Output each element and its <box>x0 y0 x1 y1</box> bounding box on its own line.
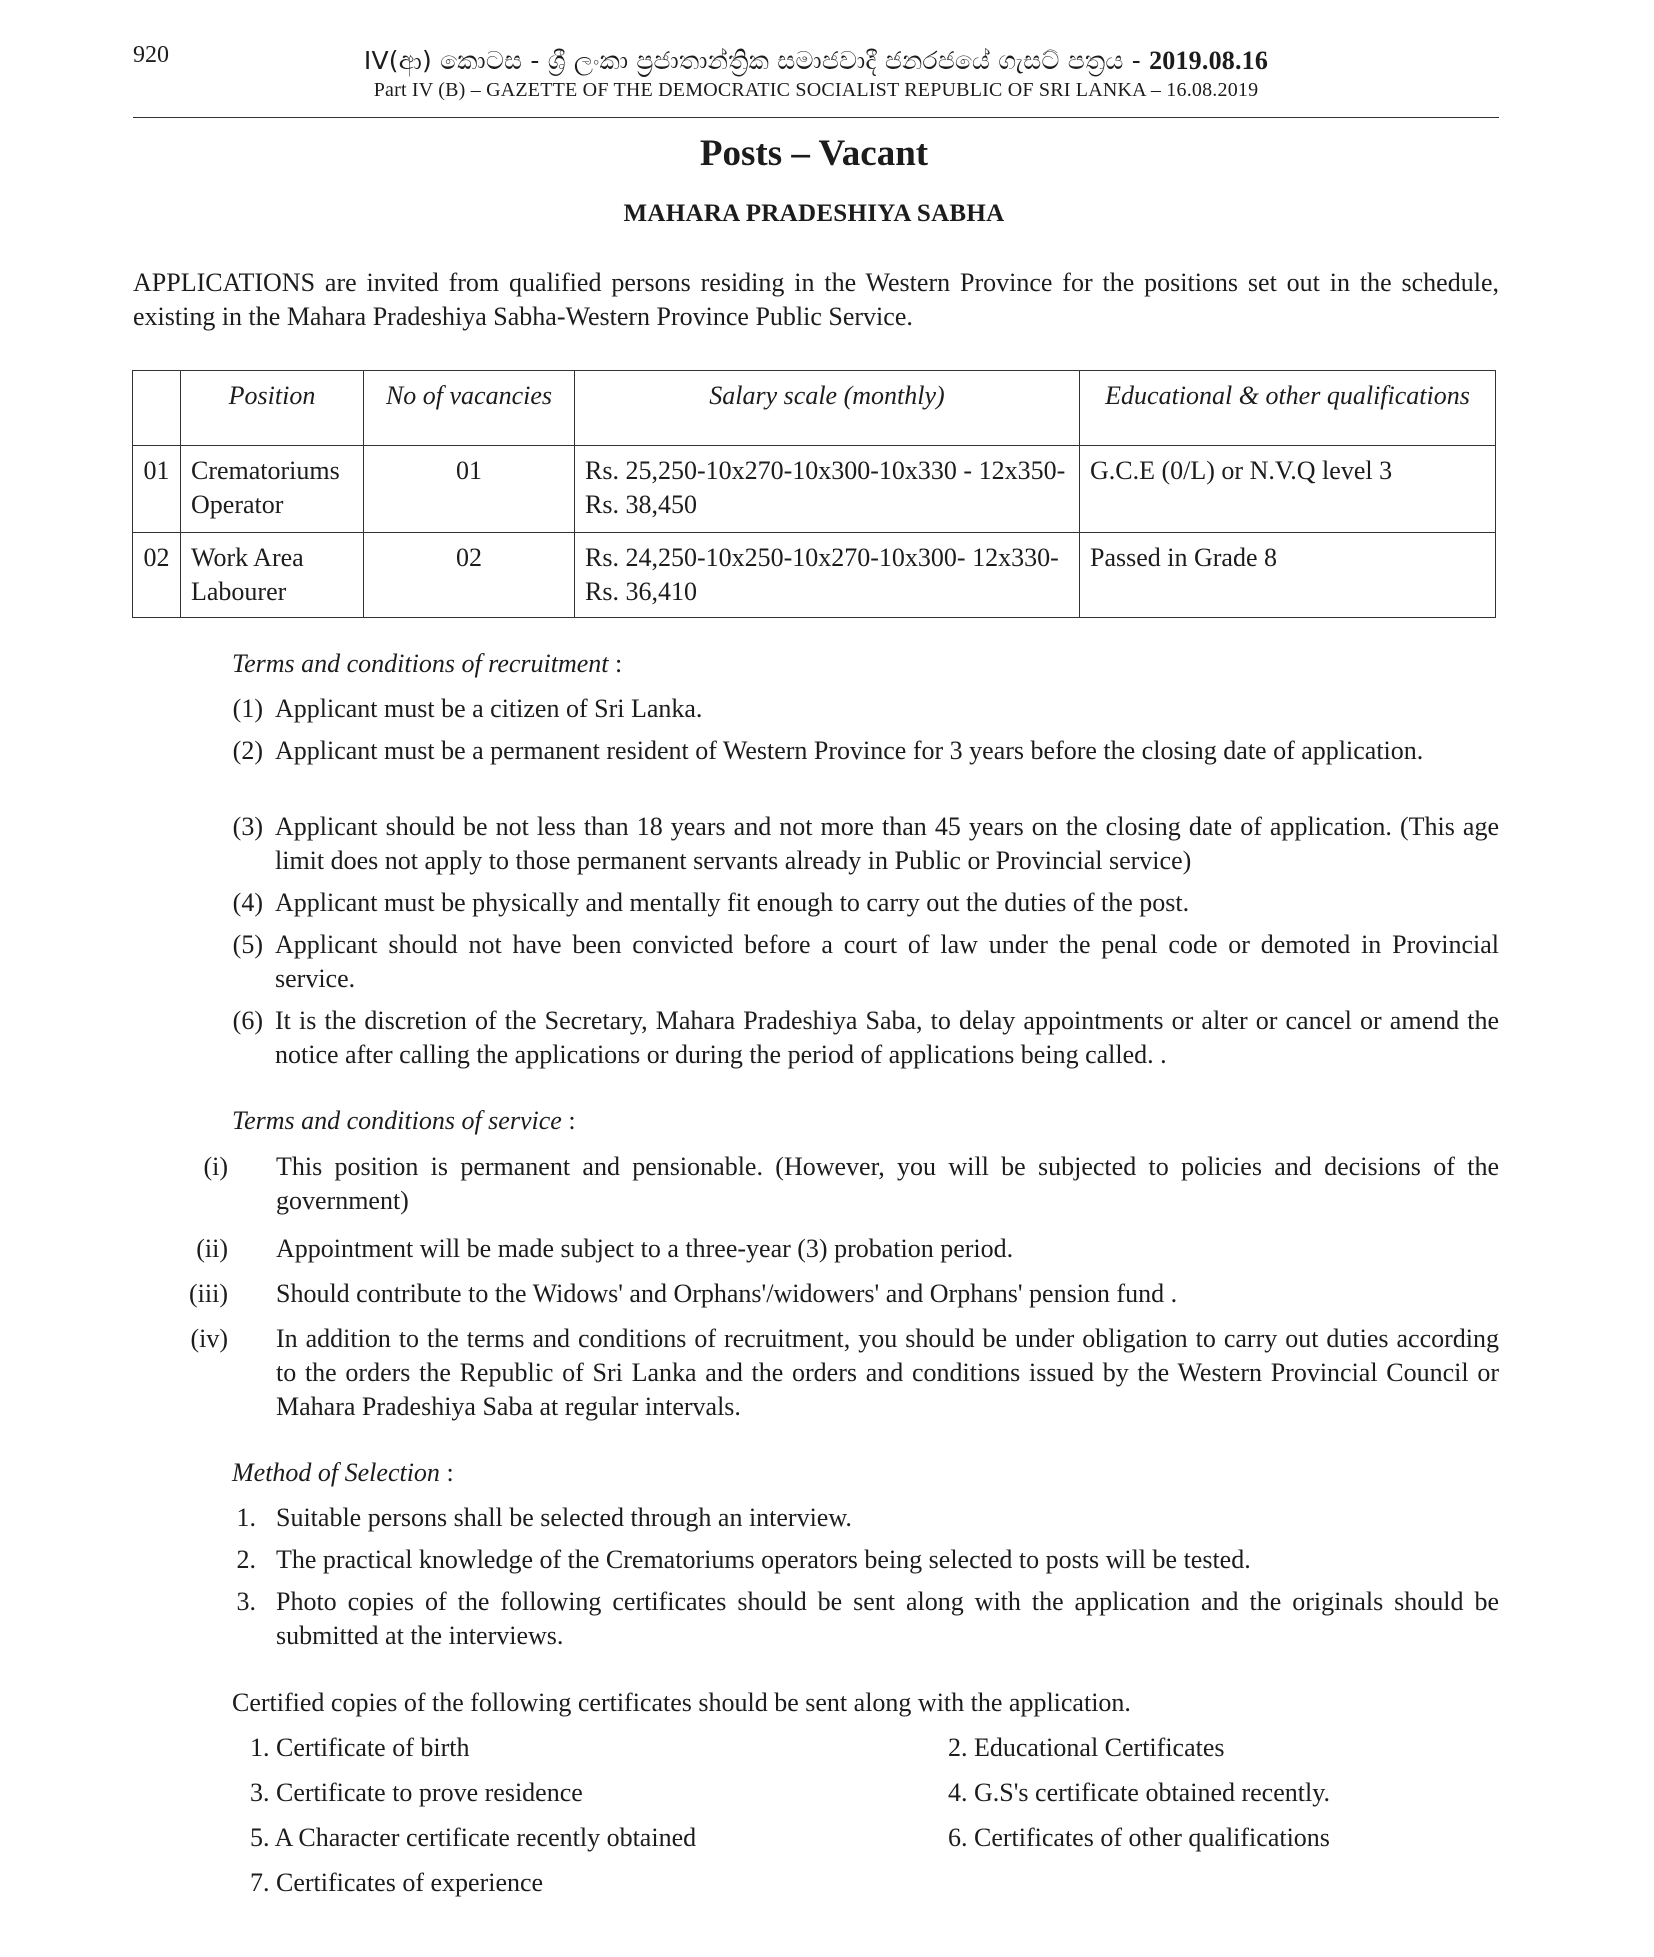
item-number: (iii) <box>189 1279 228 1308</box>
certificate-item: 2. Educational Certificates <box>948 1733 1225 1762</box>
item-number: (6) <box>232 1006 263 1035</box>
header-rule <box>133 117 1499 118</box>
list-item <box>232 692 1499 726</box>
item-text: Applicant should not have been convicted before a court of law under the penal code or demoted in Provincial service. <box>275 930 1499 993</box>
list-item <box>190 1322 1499 1424</box>
item-text: Suitable persons shall be selected through an interview. <box>276 1503 852 1532</box>
header-sinhala <box>133 46 1499 76</box>
item-text: Applicant must be physically and mentally fit enough to carry out the duties of the post. <box>275 888 1190 917</box>
page-number: 920 <box>133 42 169 68</box>
table-cell: Rs. 25,250-10x270-10x300-10x330 - 12x350- Rs. 38,450 <box>575 446 1080 533</box>
certificates-intro: Certified copies of the following certificates should be sent along with the application. <box>232 1688 1131 1717</box>
list-item <box>232 734 1499 768</box>
list-item <box>236 1585 1499 1653</box>
table-header-cell: Salary scale (monthly) <box>575 371 1080 446</box>
certificate-item: 5. A Character certificate recently obtained <box>250 1823 697 1852</box>
item-number: (3) <box>232 812 263 841</box>
table-cell: G.C.E (0/L) or N.V.Q level 3 <box>1080 446 1496 533</box>
item-text: Applicant must be a citizen of Sri Lanka. <box>275 694 703 723</box>
table-cell: 01 <box>133 446 181 533</box>
list-item <box>232 886 1499 920</box>
item-number: 3. <box>236 1587 256 1616</box>
item-text: Applicant must be a permanent resident of Western Province for 3 years before the closing date of application. <box>275 736 1424 765</box>
table-cell: Rs. 24,250-10x250-10x270-10x300- 12x330- Rs. 36,410 <box>575 533 1080 618</box>
heading-colon: : <box>561 1106 576 1135</box>
selection-heading-text: Method of Selection <box>232 1458 440 1487</box>
header-english: Part IV (B) – GAZETTE OF THE DEMOCRATIC SOCIALIST REPUBLIC OF SRI LANKA – 16.08.2019 <box>373 79 1259 101</box>
item-number: (i) <box>203 1152 228 1181</box>
item-text: In addition to the terms and conditions of recruitment, you should be under obligation to carry out duties according to the orders the Republic of Sri Lanka and the orders and conditions issued by the Western Provincial Council or Mahara Pradeshiya Saba at regular intervals. <box>276 1324 1499 1421</box>
table-cell: 02 <box>364 533 575 618</box>
intro-paragraph: APPLICATIONS are invited from qualified persons residing in the Western Province for the positions set out in the schedule, existing in the Mahara Pradeshiya Sabha-Western Province Public Service. <box>133 268 1499 331</box>
item-text: Photo copies of the following certificates should be sent along with the application and the originals should be submitted at the interviews. <box>276 1587 1499 1650</box>
heading-colon: : <box>608 649 623 678</box>
list-item <box>236 1501 1499 1535</box>
item-number: (2) <box>232 736 263 765</box>
list-item <box>236 1543 1499 1577</box>
table-cell: Crematoriums Operator <box>181 446 364 533</box>
header-sinhala-date: 2019.08.16 <box>1149 46 1269 75</box>
item-number: 2. <box>236 1545 256 1574</box>
item-text: Appointment will be made subject to a three-year (3) probation period. <box>276 1234 1014 1263</box>
selection-heading <box>232 1458 454 1488</box>
service-heading <box>232 1106 576 1136</box>
certificate-item: 3. Certificate to prove residence <box>250 1778 583 1807</box>
table-header-cell: Position <box>181 371 364 446</box>
list-item <box>203 1150 1499 1218</box>
table-cell: Work Area Labourer <box>181 533 364 618</box>
table-cell: 02 <box>133 533 181 618</box>
item-text: Should contribute to the Widows' and Orphans'/widowers' and Orphans' pension fund . <box>276 1279 1178 1308</box>
list-item <box>232 1004 1499 1072</box>
item-number: 1. <box>236 1503 256 1532</box>
list-item <box>189 1277 1499 1311</box>
table-header-cell: Educational & other qualifications <box>1080 371 1496 446</box>
item-number: (ii) <box>196 1234 228 1263</box>
item-number: (iv) <box>190 1324 228 1353</box>
list-item <box>232 928 1499 996</box>
list-item <box>196 1232 1499 1266</box>
item-text: Applicant should be not less than 18 years and not more than 45 years on the closing date of application. (This age limit does not apply to those permanent servants already in Public or Provincial service) <box>275 812 1499 875</box>
vacancy-table <box>132 370 1496 618</box>
item-number: (1) <box>232 694 263 723</box>
page-subtitle: MAHARA PRADESHIYA SABHA <box>623 200 1005 227</box>
table-header-cell <box>133 371 181 446</box>
table-cell: Passed in Grade 8 <box>1080 533 1496 618</box>
item-number: (4) <box>232 888 263 917</box>
recruitment-heading <box>232 649 622 679</box>
table-header-cell: No of vacancies <box>364 371 575 446</box>
list-item <box>232 810 1499 878</box>
table-row <box>133 533 1496 618</box>
certificate-item: 4. G.S's certificate obtained recently. <box>948 1778 1331 1807</box>
service-heading-text: Terms and conditions of service <box>232 1106 562 1135</box>
table-row <box>133 446 1496 533</box>
item-text: This position is permanent and pensionable. (However, you will be subjected to policies and decisions of the government) <box>276 1152 1499 1215</box>
certificate-item: 7. Certificates of experience <box>250 1868 544 1897</box>
header-sinhala-text: IV(ආ) කොටස - ශ්‍රී ලංකා ප්‍රජාතාන්ත්‍රික සමාජවාදී ජනරජයේ ගැසට් පත්‍රය - <box>363 46 1150 75</box>
table-cell: 01 <box>364 446 575 533</box>
certificate-item: 1. Certificate of birth <box>250 1733 470 1762</box>
table-header-row <box>133 371 1496 446</box>
item-text: It is the discretion of the Secretary, Mahara Pradeshiya Saba, to delay appointments or alter or cancel or amend the notice after calling the applications or during the period of applications being called. . <box>275 1006 1499 1069</box>
item-number: (5) <box>232 930 263 959</box>
heading-colon: : <box>439 1458 454 1487</box>
page-title: Posts – Vacant <box>699 133 929 174</box>
certificate-item: 6. Certificates of other qualifications <box>948 1823 1330 1852</box>
recruitment-heading-text: Terms and conditions of recruitment <box>232 649 609 678</box>
item-text: The practical knowledge of the Crematoriums operators being selected to posts will be tested. <box>276 1545 1251 1574</box>
